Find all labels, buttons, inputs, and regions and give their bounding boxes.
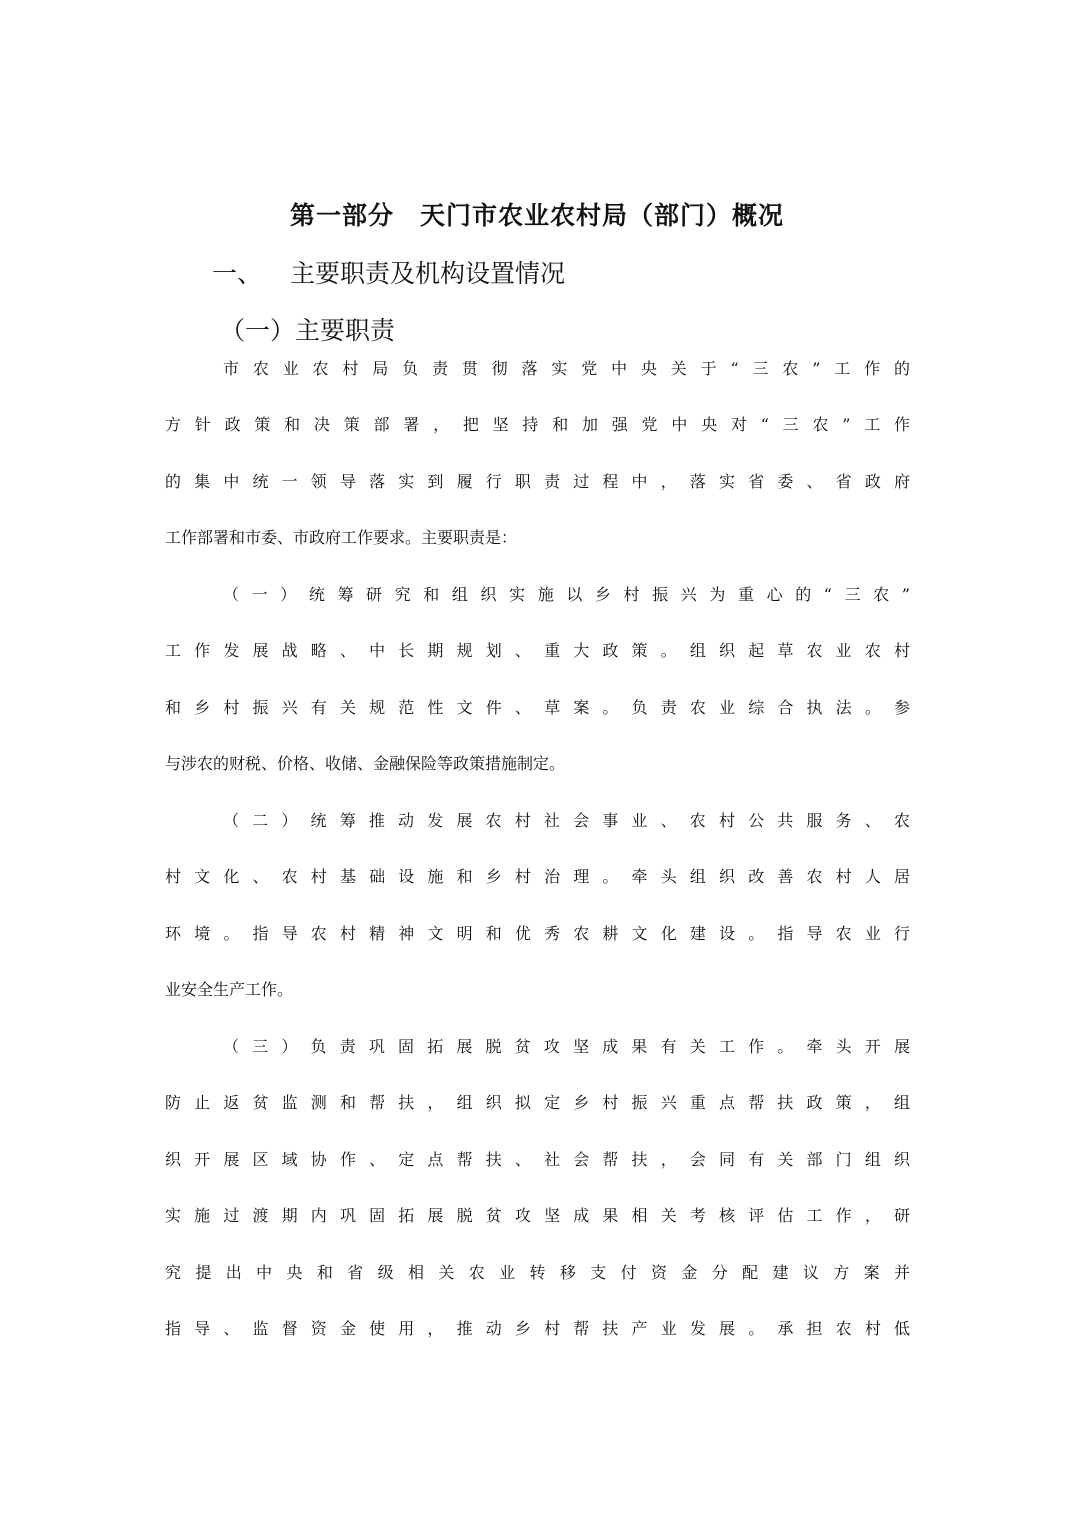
text-line: 实施过渡期内巩固拓展脱贫攻坚成果相关考核评估工作，研 — [165, 1206, 910, 1226]
paragraph-duty-3 — [165, 1034, 910, 1372]
text-line: 和乡村振兴有关规范性文件、草案。负责农业综合执法。参 — [165, 697, 910, 717]
section-heading-text: 主要职责及机构设置情况 — [290, 259, 566, 288]
page-title: 第一部分 天门市农业农村局（部门）概况 — [289, 201, 784, 230]
paragraph-intro — [165, 356, 910, 582]
section-number: 一、 — [212, 259, 263, 288]
text-line: 业安全生产工作。 — [165, 980, 294, 1000]
section-heading — [212, 254, 565, 290]
text-line: 究提出中央和省级相关农业转移支付资金分配建议方案并 — [165, 1262, 910, 1282]
text-line: 防止返贫监测和帮扶，组织拟定乡村振兴重点帮扶政策，组 — [165, 1093, 910, 1113]
text-line: （三）负责巩固拓展脱贫攻坚成果有关工作。牵头开展 — [223, 1037, 910, 1056]
text-line: 与涉农的财税、价格、收储、金融保险等政策措施制定。 — [165, 754, 566, 774]
text-line: 工作发展战略、中长期规划、重大政策。组织起草农业农村 — [165, 641, 910, 661]
text-line: 织开展区域协作、定点帮扶、社会帮扶，会同有关部门组织 — [165, 1149, 910, 1169]
text-line: 工作部署和市委、市政府工作要求。主要职责是： — [165, 528, 518, 548]
paragraph-duty-1 — [165, 582, 910, 808]
text-line: （一）统筹研究和组织实施以乡村振兴为重心的“三农” — [223, 585, 910, 604]
text-line: 市农业农村局负责贯彻落实党中央关于“三农”工作的 — [223, 359, 910, 378]
text-line: 环境。指导农村精神文明和优秀农耕文化建设。指导农业行 — [165, 923, 910, 943]
text-line: 的集中统一领导落实到履行职责过程中，落实省委、省政府 — [165, 471, 910, 491]
text-line: 村文化、农村基础设施和乡村治理。牵头组织改善农村人居 — [165, 867, 910, 887]
text-line: 方针政策和决策部署，把坚持和加强党中央对“三农”工作 — [165, 415, 910, 435]
text-line: （二）统筹推动发展农村社会事业、农村公共服务、农 — [223, 811, 910, 830]
paragraph-duty-2 — [165, 808, 910, 1034]
text-line: 指导、监督资金使用，推动乡村帮扶产业发展。承担农村低 — [165, 1318, 910, 1338]
subsection-heading: （一）主要职责 — [220, 316, 396, 345]
